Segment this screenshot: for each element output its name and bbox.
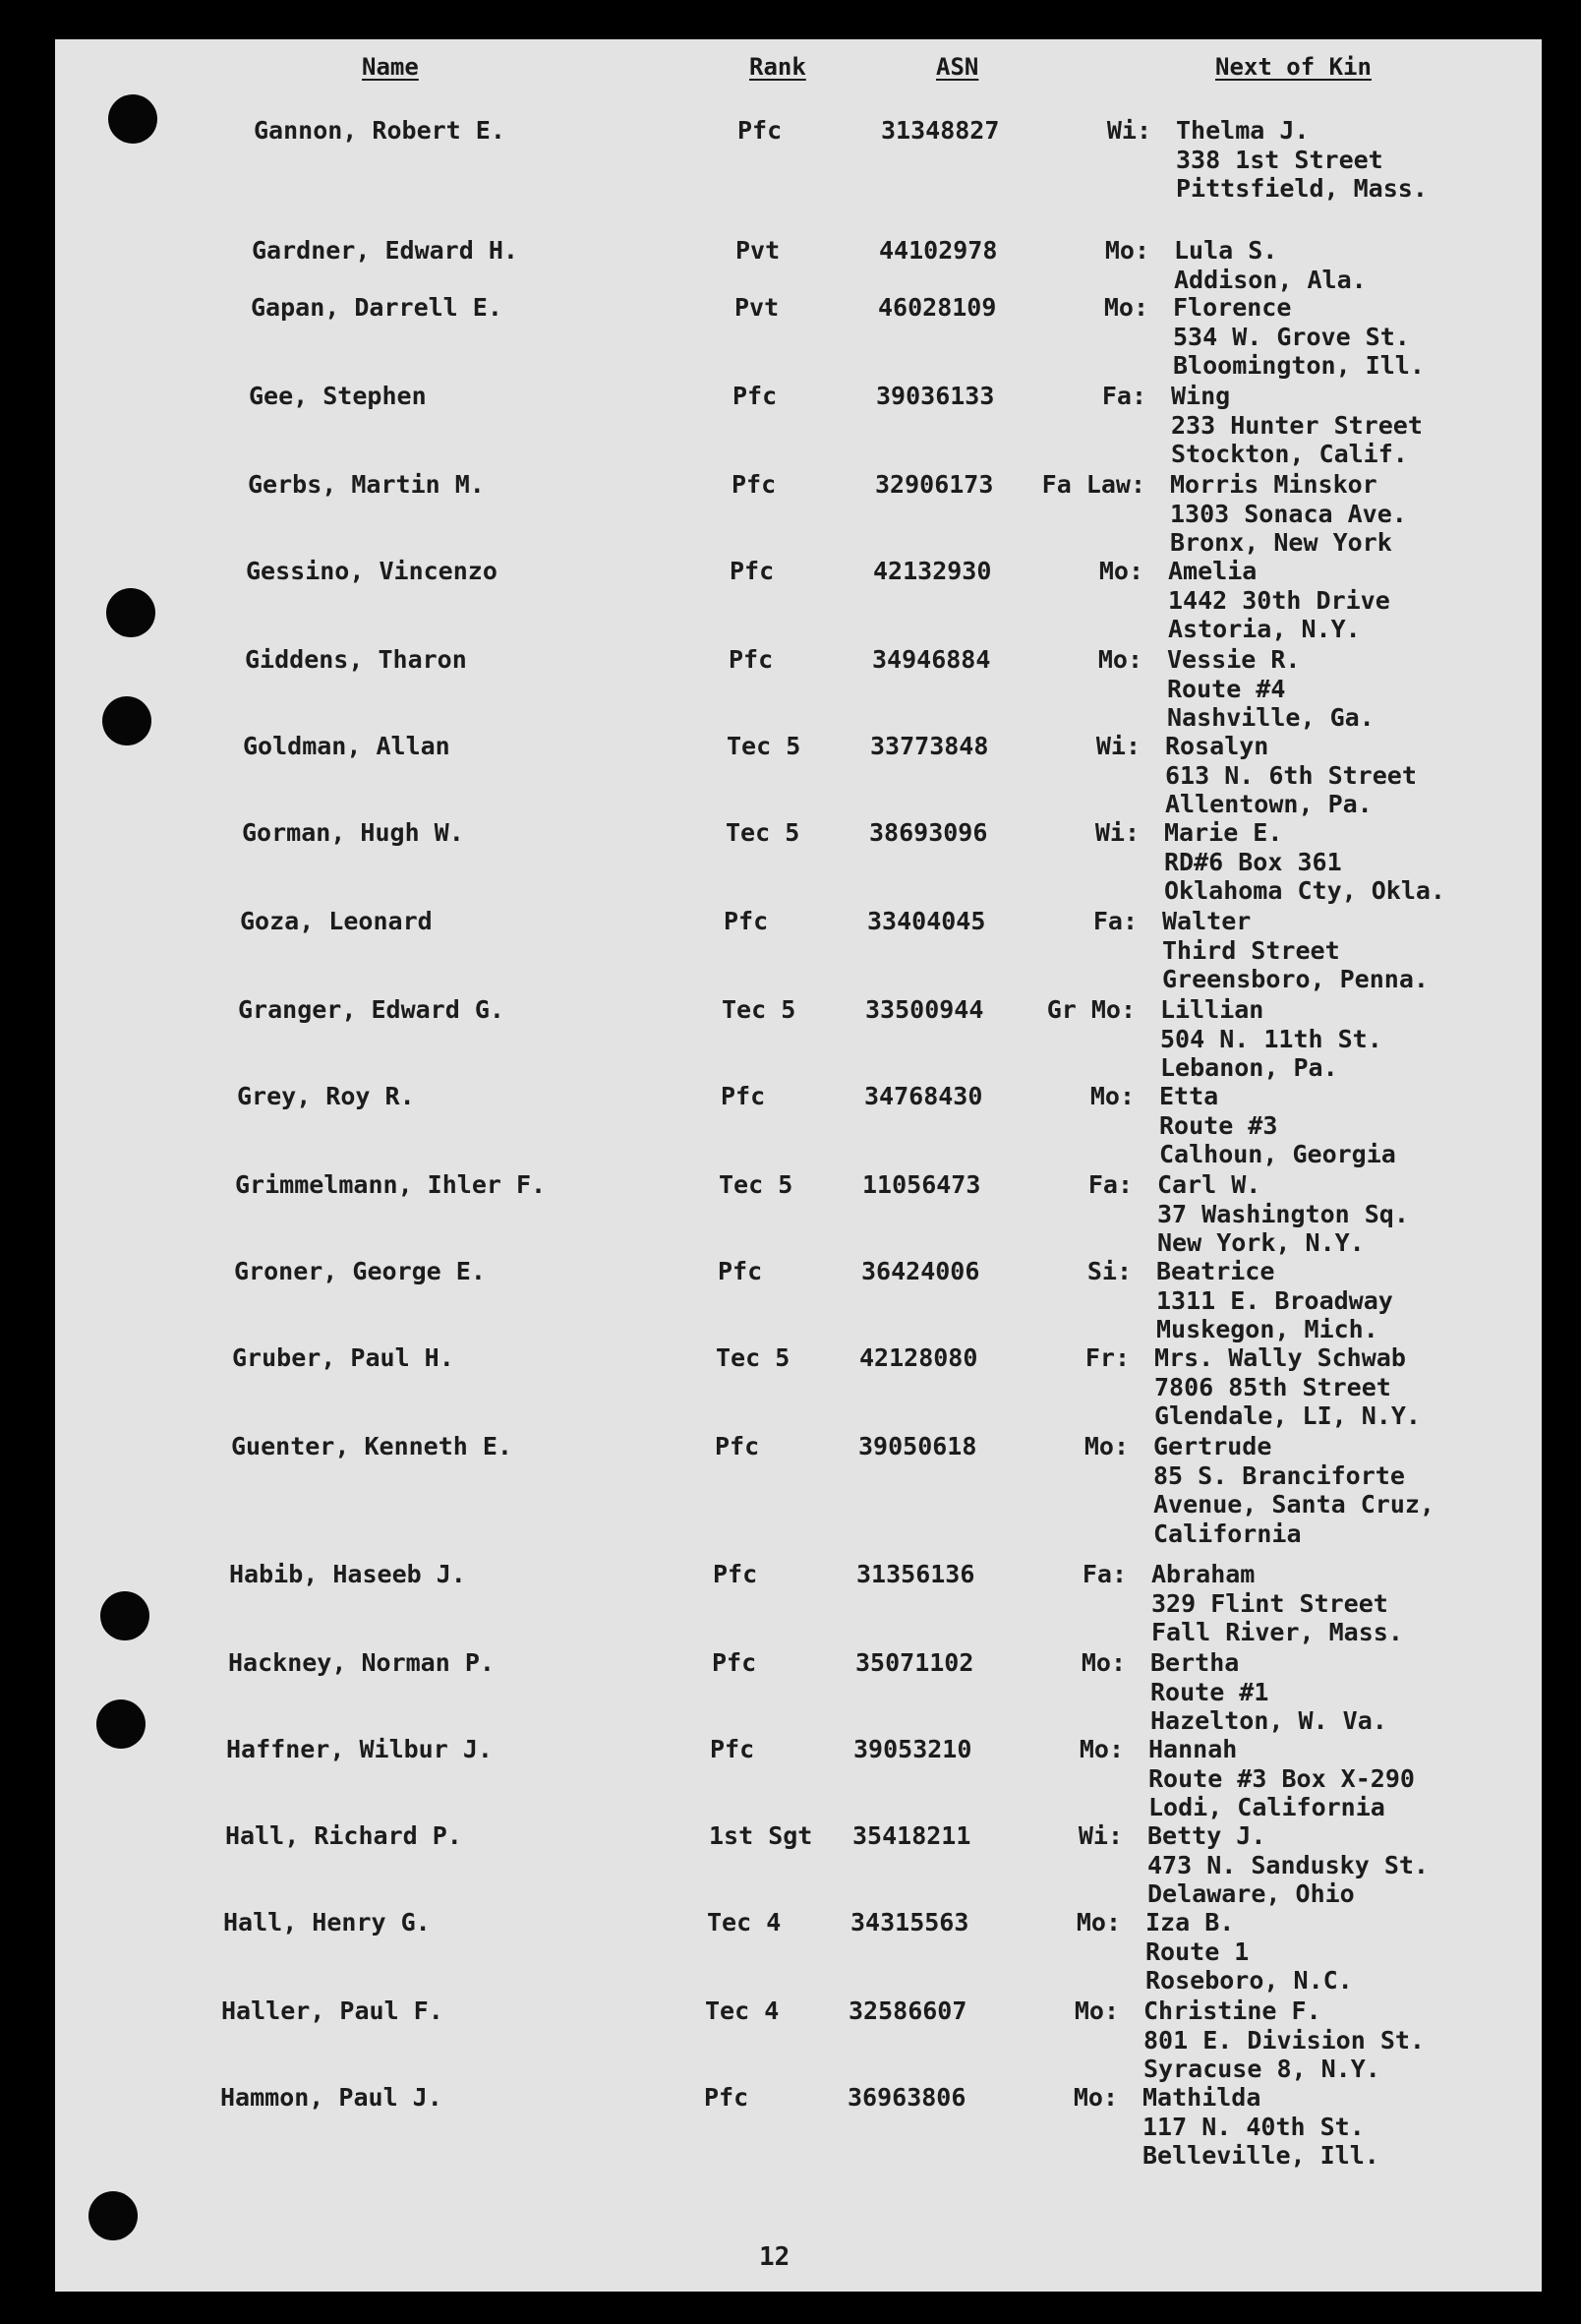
- kin-address-line: Muskegon, Mich.: [1156, 1315, 1378, 1344]
- kin-relation: Mo:: [1098, 557, 1143, 585]
- kin-relation: Wi:: [1106, 116, 1151, 145]
- soldier-asn: 46028109: [878, 293, 997, 322]
- document-page: [55, 39, 1542, 2292]
- next-of-kin: [1170, 470, 1407, 558]
- soldier-name: Gessino, Vincenzo: [246, 557, 498, 585]
- kin-address-line: Third Street: [1162, 935, 1340, 965]
- soldier-asn: 32906173: [875, 470, 994, 499]
- kin-address-line: Bloomington, Ill.: [1173, 351, 1425, 381]
- soldier-name: Guenter, Kenneth E.: [231, 1432, 512, 1460]
- kin-address-line: Bertha: [1150, 1648, 1240, 1677]
- soldier-name: Hall, Richard P.: [225, 1821, 462, 1850]
- kin-address-line: RD#6 Box 361: [1164, 847, 1342, 876]
- soldier-rank: Tec 5: [727, 732, 801, 760]
- kin-relation: Fa:: [1082, 1560, 1127, 1588]
- kin-address-line: Hazelton, W. Va.: [1150, 1706, 1387, 1736]
- kin-relation: Fa Law:: [1041, 470, 1145, 499]
- kin-address-line: 85 S. Branciforte: [1153, 1460, 1405, 1490]
- soldier-asn: 33773848: [870, 732, 989, 760]
- kin-address-line: Astoria, N.Y.: [1168, 615, 1361, 644]
- soldier-rank: Tec 5: [722, 995, 796, 1024]
- kin-relation: Fr:: [1084, 1343, 1130, 1372]
- kin-address-line: New York, N.Y.: [1157, 1228, 1365, 1258]
- kin-address-line: Marie E.: [1164, 818, 1283, 847]
- next-of-kin: [1157, 1170, 1409, 1258]
- soldier-asn: 31348827: [881, 116, 1000, 145]
- soldier-asn: 31356136: [856, 1560, 975, 1588]
- soldier-rank: Pfc: [713, 1560, 758, 1588]
- soldier-asn: 44102978: [879, 236, 998, 265]
- kin-address-line: Oklahoma Cty, Okla.: [1164, 876, 1445, 906]
- kin-address-line: Christine F.: [1143, 1996, 1321, 2025]
- kin-address-line: Lebanon, Pa.: [1160, 1053, 1338, 1083]
- soldier-asn: 32586607: [849, 1996, 967, 2025]
- soldier-name: Hammon, Paul J.: [220, 2083, 442, 2112]
- soldier-asn: 35418211: [852, 1821, 971, 1850]
- soldier-rank: Tec 5: [716, 1343, 790, 1372]
- soldier-name: Grey, Roy R.: [237, 1082, 415, 1110]
- kin-address-line: Beatrice: [1156, 1257, 1275, 1285]
- kin-address-line: 801 E. Division St.: [1143, 2025, 1425, 2055]
- kin-address-line: Iza B.: [1145, 1908, 1235, 1937]
- kin-address-line: 329 Flint Street: [1151, 1588, 1388, 1618]
- punch-hole-icon: [96, 1699, 146, 1749]
- punch-hole-icon: [88, 2191, 138, 2240]
- kin-relation: Mo:: [1079, 1735, 1124, 1763]
- kin-address-line: 338 1st Street: [1176, 145, 1383, 174]
- kin-address-line: Syracuse 8, N.Y.: [1143, 2055, 1380, 2084]
- page-number: 12: [759, 2242, 790, 2272]
- soldier-rank: Pfc: [724, 907, 769, 935]
- kin-address-line: Thelma J.: [1176, 116, 1310, 145]
- soldier-rank: Pfc: [732, 382, 778, 410]
- next-of-kin: [1171, 382, 1423, 469]
- next-of-kin: [1145, 1908, 1353, 1996]
- next-of-kin: [1165, 732, 1417, 819]
- soldier-asn: 33404045: [867, 907, 986, 935]
- soldier-asn: 36424006: [861, 1257, 980, 1285]
- kin-address-line: Abraham: [1151, 1560, 1256, 1588]
- next-of-kin: [1167, 645, 1375, 733]
- kin-address-line: 37 Washington Sq.: [1157, 1199, 1409, 1228]
- kin-address-line: Route #3 Box X-290: [1148, 1763, 1415, 1793]
- kin-address-line: 1442 30th Drive: [1168, 585, 1390, 615]
- header-asn: ASN: [936, 53, 979, 81]
- soldier-name: Hall, Henry G.: [223, 1908, 431, 1937]
- soldier-name: Granger, Edward G.: [238, 995, 504, 1024]
- kin-address-line: 504 N. 11th St.: [1160, 1024, 1382, 1053]
- kin-address-line: Wing: [1171, 382, 1231, 410]
- kin-relation: Fa:: [1087, 1170, 1133, 1199]
- soldier-rank: Pfc: [718, 1257, 763, 1285]
- kin-address-line: Nashville, Ga.: [1167, 703, 1375, 733]
- kin-address-line: Addison, Ala.: [1174, 265, 1367, 294]
- punch-hole-icon: [102, 696, 151, 745]
- kin-relation: Mo:: [1104, 236, 1149, 265]
- kin-address-line: Route 1: [1145, 1937, 1250, 1966]
- soldier-rank: Pfc: [715, 1432, 760, 1460]
- kin-address-line: Etta: [1159, 1082, 1219, 1110]
- soldier-name: Goza, Leonard: [240, 907, 433, 935]
- kin-address-line: 534 W. Grove St.: [1173, 322, 1410, 351]
- next-of-kin: [1164, 818, 1445, 906]
- soldier-name: Giddens, Tharon: [245, 645, 467, 674]
- soldier-name: Gardner, Edward H.: [252, 236, 518, 265]
- soldier-name: Gruber, Paul H.: [232, 1343, 454, 1372]
- kin-address-line: Fall River, Mass.: [1151, 1618, 1403, 1647]
- punch-hole-icon: [106, 588, 155, 637]
- next-of-kin: [1143, 1996, 1425, 2084]
- next-of-kin: [1174, 236, 1367, 294]
- kin-address-line: Mathilda: [1142, 2083, 1261, 2112]
- kin-relation: Si:: [1086, 1257, 1132, 1285]
- kin-relation: Fa:: [1092, 907, 1138, 935]
- punch-hole-icon: [100, 1591, 149, 1640]
- kin-relation: Mo:: [1103, 293, 1148, 322]
- next-of-kin: [1159, 1082, 1396, 1169]
- kin-address-line: Lula S.: [1174, 236, 1278, 265]
- next-of-kin: [1147, 1821, 1429, 1909]
- next-of-kin: [1162, 907, 1429, 994]
- next-of-kin: [1151, 1560, 1403, 1647]
- soldier-name: Goldman, Allan: [243, 732, 450, 760]
- kin-address-line: 233 Hunter Street: [1171, 410, 1423, 440]
- kin-address-line: Hannah: [1148, 1735, 1238, 1763]
- kin-address-line: 1311 E. Broadway: [1156, 1285, 1393, 1315]
- next-of-kin: [1142, 2083, 1379, 2171]
- soldier-asn: 36963806: [848, 2083, 966, 2112]
- soldier-asn: 34315563: [850, 1908, 969, 1937]
- kin-address-line: Stockton, Calif.: [1171, 440, 1408, 469]
- soldier-rank: Tec 4: [705, 1996, 780, 2025]
- kin-address-line: Avenue, Santa Cruz,: [1153, 1490, 1435, 1520]
- kin-address-line: Glendale, LI, N.Y.: [1154, 1401, 1421, 1431]
- kin-address-line: Walter: [1162, 907, 1252, 935]
- kin-address-line: Route #3: [1159, 1110, 1278, 1140]
- soldier-asn: 42132930: [873, 557, 992, 585]
- soldier-name: Grimmelmann, Ihler F.: [235, 1170, 547, 1199]
- soldier-asn: 33500944: [865, 995, 984, 1024]
- soldier-rank: Pfc: [732, 470, 777, 499]
- kin-address-line: Lillian: [1160, 995, 1264, 1024]
- soldier-name: Haller, Paul F.: [221, 1996, 443, 2025]
- kin-relation: Mo:: [1097, 645, 1142, 674]
- kin-relation: Mo:: [1076, 1908, 1121, 1937]
- soldier-name: Gannon, Robert E.: [254, 116, 505, 145]
- kin-address-line: Allentown, Pa.: [1165, 790, 1373, 819]
- kin-address-line: Pittsfield, Mass.: [1176, 174, 1428, 204]
- header-name: Name: [362, 53, 419, 81]
- punch-hole-icon: [108, 94, 157, 144]
- next-of-kin: [1173, 293, 1425, 381]
- kin-address-line: Delaware, Ohio: [1147, 1879, 1355, 1909]
- soldier-name: Haffner, Wilbur J.: [226, 1735, 493, 1763]
- kin-address-line: Route #1: [1150, 1677, 1269, 1706]
- soldier-asn: 11056473: [862, 1170, 981, 1199]
- soldier-name: Gerbs, Martin M.: [248, 470, 485, 499]
- kin-address-line: 613 N. 6th Street: [1165, 760, 1417, 790]
- soldier-rank: Tec 4: [707, 1908, 782, 1937]
- soldier-rank: Pfc: [704, 2083, 749, 2112]
- kin-address-line: 473 N. Sandusky St.: [1147, 1850, 1429, 1879]
- kin-relation: Mo:: [1081, 1648, 1126, 1677]
- kin-address-line: Morris Minskor: [1170, 470, 1377, 499]
- kin-address-line: Route #4: [1167, 674, 1286, 703]
- kin-relation: Wi:: [1094, 818, 1140, 847]
- kin-address-line: Belleville, Ill.: [1142, 2141, 1379, 2171]
- soldier-rank: Pfc: [712, 1648, 757, 1677]
- soldier-rank: Pfc: [730, 557, 775, 585]
- kin-address-line: Vessie R.: [1167, 645, 1301, 674]
- soldier-rank: Pfc: [721, 1082, 766, 1110]
- kin-relation: Fa:: [1101, 382, 1146, 410]
- kin-address-line: Greensboro, Penna.: [1162, 965, 1429, 994]
- soldier-name: Gorman, Hugh W.: [242, 818, 464, 847]
- kin-address-line: Betty J.: [1147, 1821, 1266, 1850]
- next-of-kin: [1148, 1735, 1415, 1822]
- kin-address-line: 7806 85th Street: [1154, 1372, 1391, 1401]
- kin-relation: Gr Mo:: [1046, 995, 1136, 1024]
- next-of-kin: [1154, 1343, 1421, 1431]
- soldier-asn: 38693096: [869, 818, 988, 847]
- next-of-kin: [1176, 116, 1428, 204]
- kin-address-line: 117 N. 40th St.: [1142, 2112, 1365, 2141]
- header-rank: Rank: [749, 53, 806, 81]
- header-next-of-kin: Next of Kin: [1215, 53, 1372, 81]
- soldier-asn: 34768430: [864, 1082, 983, 1110]
- soldier-name: Gapan, Darrell E.: [251, 293, 502, 322]
- soldier-asn: 39050618: [858, 1432, 977, 1460]
- kin-relation: Wi:: [1095, 732, 1141, 760]
- soldier-asn: 39053210: [853, 1735, 972, 1763]
- soldier-rank: Pfc: [710, 1735, 755, 1763]
- kin-address-line: Carl W.: [1157, 1170, 1261, 1199]
- soldier-name: Gee, Stephen: [249, 382, 427, 410]
- kin-address-line: Lodi, California: [1148, 1793, 1385, 1822]
- kin-address-line: Rosalyn: [1165, 732, 1269, 760]
- next-of-kin: [1150, 1648, 1387, 1736]
- kin-address-line: Bronx, New York: [1170, 528, 1392, 558]
- soldier-asn: 39036133: [876, 382, 995, 410]
- kin-address-line: Roseboro, N.C.: [1145, 1966, 1353, 1996]
- kin-address-line: Mrs. Wally Schwab: [1154, 1343, 1406, 1372]
- soldier-asn: 34946884: [872, 645, 991, 674]
- kin-address-line: Gertrude: [1153, 1432, 1272, 1460]
- kin-relation: Mo:: [1074, 1996, 1119, 2025]
- soldier-asn: 35071102: [855, 1648, 974, 1677]
- kin-address-line: 1303 Sonaca Ave.: [1170, 499, 1407, 528]
- kin-relation: Mo:: [1089, 1082, 1135, 1110]
- soldier-rank: Tec 5: [726, 818, 800, 847]
- next-of-kin: [1160, 995, 1382, 1083]
- soldier-asn: 42128080: [859, 1343, 978, 1372]
- kin-relation: Mo:: [1073, 2083, 1118, 2112]
- next-of-kin: [1168, 557, 1390, 644]
- soldier-name: Habib, Haseeb J.: [229, 1560, 466, 1588]
- soldier-name: Hackney, Norman P.: [228, 1648, 495, 1677]
- next-of-kin: [1156, 1257, 1393, 1344]
- kin-relation: Wi:: [1078, 1821, 1123, 1850]
- soldier-rank: Pvt: [734, 293, 780, 322]
- soldier-rank: Tec 5: [719, 1170, 793, 1199]
- soldier-rank: Pvt: [735, 236, 781, 265]
- kin-address-line: Amelia: [1168, 557, 1258, 585]
- kin-address-line: Florence: [1173, 293, 1292, 322]
- kin-address-line: Calhoun, Georgia: [1159, 1140, 1396, 1169]
- soldier-rank: 1st Sgt: [709, 1821, 813, 1850]
- soldier-rank: Pfc: [737, 116, 783, 145]
- soldier-name: Groner, George E.: [234, 1257, 486, 1285]
- kin-relation: Mo:: [1083, 1432, 1129, 1460]
- soldier-rank: Pfc: [729, 645, 774, 674]
- kin-address-line: California: [1153, 1519, 1302, 1548]
- next-of-kin: [1153, 1432, 1435, 1548]
